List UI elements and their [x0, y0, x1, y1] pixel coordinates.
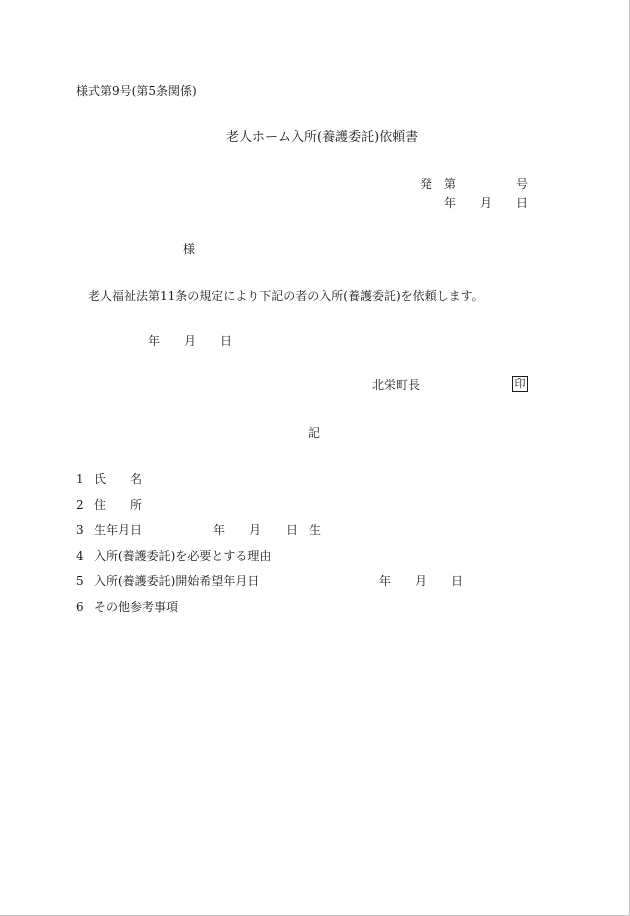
form-number: 様式第9号(第5条関係) [76, 84, 197, 98]
document-title: 老人ホーム入所(養護委託)依頼書 [226, 130, 419, 145]
item-number: 6 [76, 600, 84, 614]
birth-day: 日 [286, 523, 299, 537]
item-label-other: その他参考事項 [94, 600, 179, 614]
item-number: 2 [76, 498, 84, 512]
item-label-start-date: 入所(養護委託)開始希望年月日 [94, 574, 260, 588]
start-year: 年 [379, 574, 392, 588]
item-number: 3 [76, 523, 84, 537]
issue-year: 年 [444, 196, 457, 210]
item-number: 5 [76, 574, 84, 588]
date-month: 月 [184, 334, 197, 348]
item-label-name: 氏 名 [94, 472, 143, 486]
addressee-suffix: 様 [183, 242, 196, 256]
birth-year: 年 [213, 523, 226, 537]
issue-go: 号 [516, 177, 529, 191]
item-label-address: 住 所 [94, 498, 143, 512]
birth-month: 月 [249, 523, 262, 537]
issue-dai: 第 [444, 177, 457, 191]
date-year: 年 [148, 334, 161, 348]
issue-month: 月 [480, 196, 493, 210]
item-label-reason: 入所(養護委託)を必要とする理由 [94, 549, 272, 563]
sender-name: 北栄町長 [372, 378, 421, 392]
issue-hatsu: 発 [420, 177, 433, 191]
issue-day: 日 [516, 196, 529, 210]
date-day: 日 [220, 334, 233, 348]
ki-heading: 記 [308, 426, 321, 440]
item-number: 1 [76, 472, 84, 486]
item-label-birthdate: 生年月日 [94, 523, 143, 537]
start-month: 月 [415, 574, 428, 588]
seal-mark: 印 [512, 376, 528, 392]
birth-suffix: 生 [309, 523, 322, 537]
body-text: 老人福祉法第11条の規定により下記の者の入所(養護委託)を依頼します。 [88, 289, 484, 303]
item-number: 4 [76, 549, 84, 563]
start-day: 日 [451, 574, 464, 588]
